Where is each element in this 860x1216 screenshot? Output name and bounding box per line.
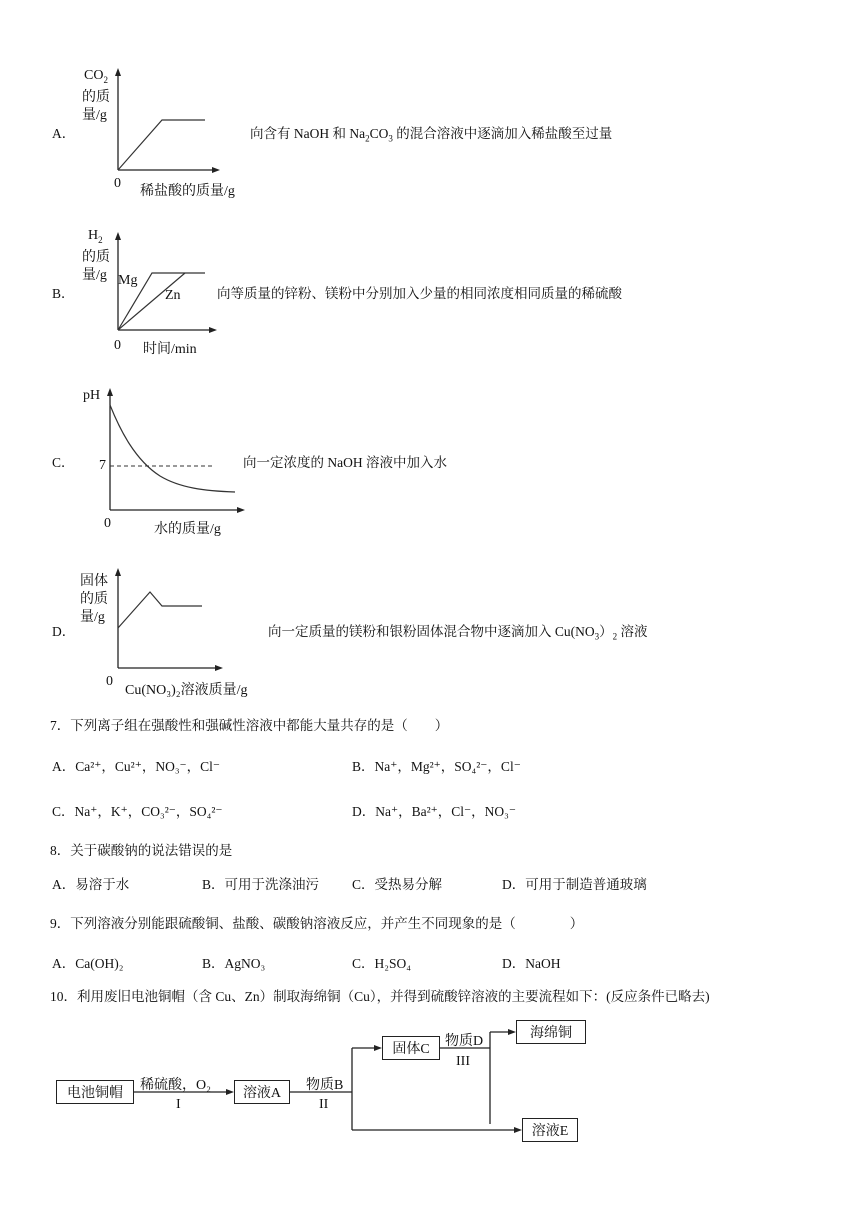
graph-d-ylabel-3: 量/g xyxy=(80,610,105,625)
option-a-description: 向含有 NaOH 和 $Na_2CO_3$ 的混合溶液中逐滴加入稀盐酸至过量 xyxy=(250,126,613,144)
q7-option-a: A．Ca²⁺，Cu²⁺，NO₃⁻，Cl⁻ xyxy=(52,759,221,774)
option-b-letter: B． xyxy=(52,286,75,301)
option-b-description: 向等质量的锌粉、镁粉中分别加入少量的相同浓度相同质量的稀硫酸 xyxy=(217,286,622,301)
option-d-letter: D． xyxy=(52,624,76,639)
flow-node-solution-e: 溶液E xyxy=(522,1118,578,1142)
option-c-description: 向一定浓度的 NaOH 溶液中加入水 xyxy=(243,455,447,470)
graph-c-ylabel: pH xyxy=(83,388,101,403)
graph-b-xlabel: 时间/min xyxy=(143,342,197,357)
flow-step2-reagent: 物质B xyxy=(306,1078,344,1093)
flow-step1-reagent: 稀硫酸，O₂ xyxy=(140,1078,211,1093)
q8-stem: 8．关于碳酸钠的说法错误的是 xyxy=(50,843,233,858)
graph-d-xlabel: Cu(NO₃)₂溶液质量/g xyxy=(125,683,248,698)
q9-option-b: B．AgNO₃ xyxy=(202,956,266,971)
flow-node-battery-cap: 电池铜帽 xyxy=(56,1080,134,1104)
q7-option-d: D．Na⁺，Ba²⁺，Cl⁻，NO₃⁻ xyxy=(352,804,516,819)
graph-c-xlabel: 水的质量/g xyxy=(154,522,221,537)
graph-a-ylabel-3: 量/g xyxy=(82,108,107,123)
graph-b-ylabel-2: 的质 xyxy=(82,250,110,265)
flow-node-solution-a: 溶液A xyxy=(234,1080,290,1104)
q7-option-b: B．Na⁺，Mg²⁺，SO₄²⁻，Cl⁻ xyxy=(352,759,521,774)
q8-option-d: D．可用于制造普通玻璃 xyxy=(502,877,647,892)
q8-option-c: C．受热易分解 xyxy=(352,877,443,892)
q9-option-a: A．Ca(OH)₂ xyxy=(52,956,124,971)
flow-node-sponge-copper: 海绵铜 xyxy=(516,1020,586,1044)
flow-step3-number: III xyxy=(456,1054,470,1069)
graph-c-origin: 0 xyxy=(104,516,111,531)
option-d-description: 向一定质量的镁粉和银粉固体混合物中逐滴加入 $Cu(NO_3)_2$ 溶液 xyxy=(268,624,648,642)
q10-stem: 10．利用废旧电池铜帽（含 Cu、Zn）制取海绵铜（Cu），并得到硫酸锌溶液的主要流程如下：(反应条件已略去) xyxy=(50,989,710,1004)
q9-option-c: C．H₂SO₄ xyxy=(352,956,411,971)
graph-b-series-mg: Mg xyxy=(118,273,138,288)
option-a-letter: A． xyxy=(52,126,76,141)
q7-stem: 7．下列离子组在强酸性和强碱性溶液中都能大量共存的是（ ） xyxy=(50,718,449,733)
graph-b-ylabel-1: $H_2$ xyxy=(88,228,103,245)
q8-option-b: B．可用于洗涤油污 xyxy=(202,877,320,892)
graph-a-xlabel: 稀盐酸的质量/g xyxy=(140,184,235,199)
graph-d-ylabel-2: 的质 xyxy=(80,592,108,607)
graph-d-ylabel-1: 固体 xyxy=(80,574,108,589)
flow-step3-reagent: 物质D xyxy=(445,1034,484,1049)
flow-step1-number: I xyxy=(176,1097,181,1112)
graph-b-ylabel-3: 量/g xyxy=(82,268,107,283)
graph-c-tick-7: 7 xyxy=(99,458,106,473)
graph-d-origin: 0 xyxy=(106,674,113,689)
q7-option-c: C．Na⁺，K⁺，CO₃²⁻，SO₄²⁻ xyxy=(52,804,223,819)
graph-b-series-zn: Zn xyxy=(165,288,181,303)
graph-a-origin: 0 xyxy=(114,176,121,191)
q9-stem: 9．下列溶液分别能跟硫酸铜、盐酸、碳酸钠溶液反应，并产生不同现象的是（ ） xyxy=(50,916,584,931)
q8-option-a: A．易溶于水 xyxy=(52,877,130,892)
graph-b-origin: 0 xyxy=(114,338,121,353)
option-c-letter: C． xyxy=(52,455,75,470)
flow-step2-number: II xyxy=(319,1097,329,1112)
graph-a-ylabel-2: 的质 xyxy=(82,90,110,105)
graph-a-ylabel-1: $CO_2$ xyxy=(84,68,108,85)
q9-option-d: D．NaOH xyxy=(502,956,561,971)
flow-node-solid-c: 固体C xyxy=(382,1036,440,1060)
